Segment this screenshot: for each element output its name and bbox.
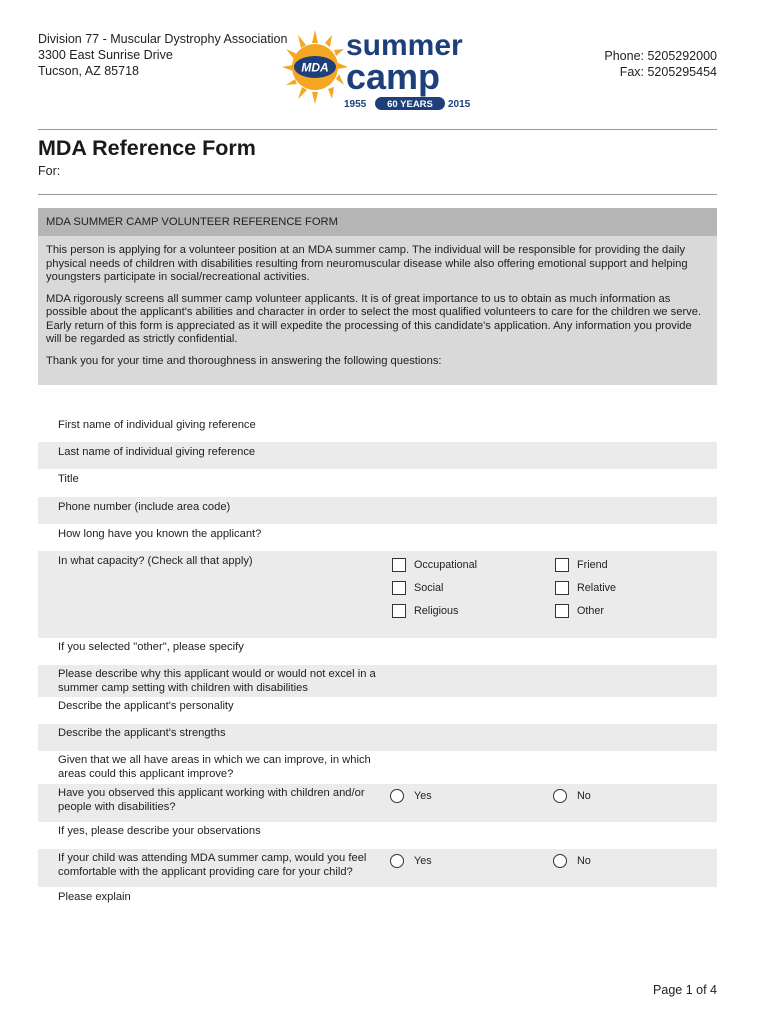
first-name-row[interactable]	[38, 411, 717, 442]
capacity-label: In what capacity? (Check all that apply)	[58, 555, 253, 567]
friend-label: Friend	[577, 559, 608, 571]
mda-badge-text: MDA	[301, 60, 329, 75]
logo-word-camp: camp	[346, 56, 441, 97]
phone-label: Phone number (include area code)	[58, 501, 231, 513]
observed-label: Have you observed this applicant working with children and/or people with disabilities?	[58, 787, 365, 813]
occupational-checkbox[interactable]	[392, 558, 406, 572]
excel-row[interactable]	[38, 665, 717, 697]
intro-paragraph-1: This person is applying for a volunteer position at an MDA summer camp. The individual will be responsible for providing the daily physical needs of children with disabilities resulting from neuromuscular disease while also offering emotional support and helping youngsters participate in social/recreational activities.	[46, 244, 688, 283]
observations-label: If yes, please describe your observations	[58, 825, 261, 837]
logo-year-end: 2015	[448, 99, 471, 110]
comfortable-yes-radio[interactable]	[390, 854, 404, 868]
known-duration-label: How long have you known the applicant?	[58, 528, 262, 540]
organization-address	[38, 31, 287, 79]
observed-no-label: No	[577, 790, 591, 802]
other-specify-row[interactable]	[38, 638, 717, 665]
observed-row	[38, 784, 717, 822]
religious-checkbox[interactable]	[392, 604, 406, 618]
title-label: Title	[58, 473, 79, 485]
last-name-label: Last name of individual giving reference	[58, 446, 256, 458]
comfortable-no-radio[interactable]	[553, 854, 567, 868]
first-name-label: First name of individual giving reference	[58, 419, 256, 431]
social-label: Social	[414, 582, 444, 594]
address-line-1: 3300 East Sunrise Drive	[38, 48, 173, 62]
personality-row[interactable]	[38, 697, 717, 724]
improve-row[interactable]	[38, 751, 717, 784]
intro-paragraph-2: MDA rigorously screens all summer camp volunteer applicants. It is of great importance to us to obtain as much information as possible about the applicant's abilities and character in order to select the most qualified volunteers to care for the children we serve. Early return of this form is appreciated as it will expedite the processing of this candidate's application. Any information you provide will be regarded as strictly confidential.	[46, 292, 702, 345]
excel-label: Please describe why this applicant would or would not excel in a summer camp setting with children with disabilities	[58, 668, 376, 694]
improve-label: Given that we all have areas in which we can improve, in which areas could this applicant improve?	[58, 754, 371, 780]
other-checkbox[interactable]	[555, 604, 569, 618]
intro-paragraph-3: Thank you for your time and thoroughness in answering the following questions:	[46, 354, 442, 367]
logo-years-text: 60 YEARS	[387, 99, 433, 110]
relative-label: Relative	[577, 582, 617, 594]
phone-row[interactable]	[38, 497, 717, 524]
last-name-row[interactable]	[38, 442, 717, 469]
page-title: MDA Reference Form	[38, 136, 256, 160]
relative-checkbox[interactable]	[555, 581, 569, 595]
fax-number: Fax: 5205295454	[619, 65, 717, 79]
logo-year-start: 1955	[344, 99, 367, 110]
intro-heading: MDA SUMMER CAMP VOLUNTEER REFERENCE FORM	[38, 208, 717, 236]
explain-label: Please explain	[58, 891, 131, 903]
contact-info	[604, 48, 717, 80]
religious-label: Religious	[414, 605, 459, 617]
address-line-2: Tucson, AZ 85718	[38, 64, 139, 78]
mda-summer-camp-logo	[270, 27, 486, 113]
observations-row[interactable]	[38, 822, 717, 849]
friend-checkbox[interactable]	[555, 558, 569, 572]
occupational-label: Occupational	[414, 559, 478, 571]
title-row[interactable]	[38, 469, 717, 497]
title-divider	[38, 194, 717, 195]
personality-label: Describe the applicant's personality	[58, 700, 234, 712]
other-specify-label: If you selected "other", please specify	[58, 641, 244, 653]
strengths-label: Describe the applicant's strengths	[58, 727, 226, 739]
page-number: Page 1 of 4	[653, 983, 717, 997]
sun-icon	[282, 30, 348, 104]
header-divider	[38, 129, 717, 130]
comfortable-no-label: No	[577, 855, 591, 867]
comfortable-row	[38, 849, 717, 887]
observed-yes-label: Yes	[414, 790, 432, 802]
social-checkbox[interactable]	[392, 581, 406, 595]
for-label: For:	[38, 164, 61, 178]
known-duration-row[interactable]	[38, 524, 717, 551]
org-name: Division 77 - Muscular Dystrophy Association	[38, 32, 288, 46]
phone-number: Phone: 5205292000	[604, 49, 717, 63]
explain-row[interactable]	[38, 887, 717, 917]
other-label: Other	[577, 605, 605, 617]
observed-no-radio[interactable]	[553, 789, 567, 803]
intro-panel	[38, 208, 717, 385]
observed-yes-radio[interactable]	[390, 789, 404, 803]
logo-word-summer: summer	[346, 29, 463, 62]
comfortable-label: If your child was attending MDA summer camp, would you feel comfortable with the applicant providing care for your child?	[58, 852, 367, 878]
strengths-row[interactable]	[38, 724, 717, 751]
comfortable-yes-label: Yes	[414, 855, 432, 867]
capacity-row	[38, 551, 717, 638]
